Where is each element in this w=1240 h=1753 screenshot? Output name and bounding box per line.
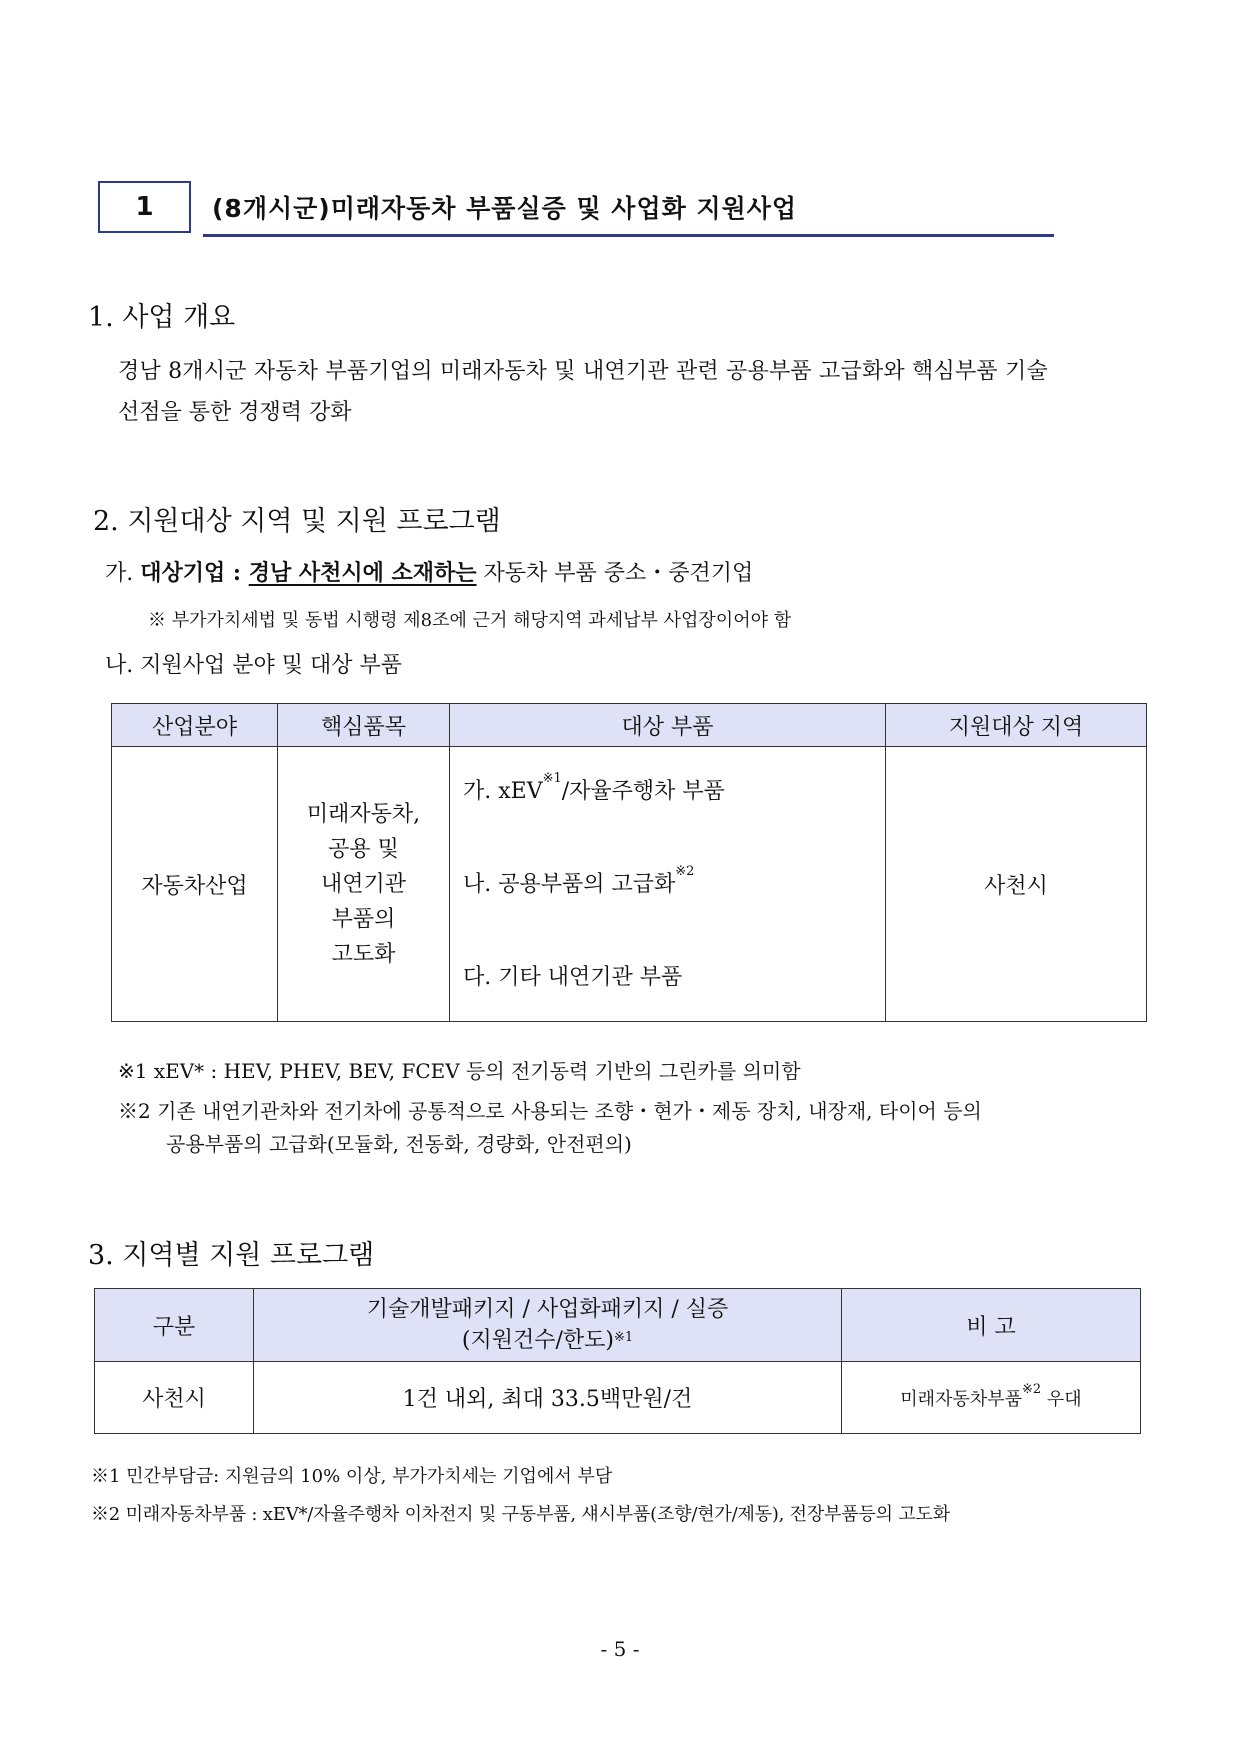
table2-footnote2: ※2 미래자동차부품 : xEV*/자율주행차 이차전지 및 구동부품, 섀시부품(조향/현가/제동), 전장부품등의 고도화 — [91, 1504, 950, 1525]
header-remarks: 비 고 — [842, 1289, 1141, 1362]
section3-heading: 3. 지역별 지원 프로그램 — [88, 1240, 375, 1271]
support-field-table — [111, 703, 1147, 1022]
section2-note: ※ 부가가치세법 및 동법 시행령 제8조에 근거 해당지역 과세납부 사업장이어야 함 — [148, 610, 792, 631]
section2-item-a — [105, 556, 753, 587]
section2-heading: 2. 지원대상 지역 및 지원 프로그램 — [93, 506, 501, 537]
section2-item-b: 나. 지원사업 분야 및 대상 부품 — [105, 653, 402, 678]
table-header-row — [112, 704, 1147, 747]
page-title: (8개시군)미래자동차 부품실증 및 사업화 지원사업 — [212, 194, 798, 223]
header-program: 기술개발패키지 / 사업화패키지 / 실증 (지원건수/한도)$^{※1}$ — [254, 1289, 842, 1362]
table-row — [95, 1362, 1141, 1434]
item-a-rest: 자동차 부품 중소・중견기업 — [476, 561, 754, 586]
core-item-line: 미래자동차, — [306, 801, 421, 827]
core-items-cell — [278, 747, 450, 1022]
industry-cell: 자동차산업 — [112, 747, 278, 1022]
header-target-parts: 대상 부품 — [450, 704, 886, 747]
section-number: 1 — [135, 192, 154, 222]
part-item: 다. 기타 내연기관 부품 — [463, 965, 683, 990]
core-item-line: 내연기관 — [320, 871, 406, 897]
row-region: 사천시 — [95, 1362, 254, 1434]
section1-line2: 선점을 통한 경쟁력 강화 — [118, 400, 352, 425]
header-core-items: 핵심품목 — [278, 704, 450, 747]
row-note: 미래자동차부품$^{※2}$ 우대 — [842, 1362, 1141, 1434]
section1-line1: 경남 8개시군 자동차 부품기업의 미래자동차 및 내연기관 관련 공용부품 고급화와 핵심부품 기술 — [118, 359, 1048, 384]
item-a-prefix: 가. — [105, 561, 141, 586]
table1-footnote1: ※1 xEV* : HEV, PHEV, BEV, FCEV 등의 전기동력 기반의 그린카를 의미함 — [118, 1059, 801, 1083]
header-industry: 산업분야 — [112, 704, 278, 747]
table-header-row — [95, 1289, 1141, 1362]
section-number-box — [98, 181, 191, 233]
title-underline — [203, 234, 1054, 237]
page-number: - 5 - — [600, 1637, 640, 1661]
regional-program-table — [94, 1288, 1141, 1434]
table-row — [112, 747, 1147, 1022]
header-category: 구분 — [95, 1289, 254, 1362]
table2-footnote1: ※1 민간부담금: 지원금의 10% 이상, 부가가치세는 기업에서 부담 — [91, 1466, 613, 1487]
part-item: 나. 공용부품의 고급화$^{※2}$ — [463, 864, 695, 897]
target-parts-cell — [450, 747, 886, 1022]
item-a-label: 대상기업 : — [140, 560, 249, 586]
row-value: 1건 내외, 최대 33.5백만원/건 — [254, 1362, 842, 1434]
section1-heading: 1. 사업 개요 — [88, 302, 236, 333]
header-region: 지원대상 지역 — [886, 704, 1147, 747]
core-item-line: 고도화 — [331, 941, 396, 967]
region-cell: 사천시 — [886, 747, 1147, 1022]
part-item: 가. xEV$^{※1}$/자율주행차 부품 — [463, 771, 725, 804]
core-item-line: 공용 및 — [328, 836, 399, 862]
table1-footnote2-line1: ※2 기존 내연기관차와 전기차에 공통적으로 사용되는 조향・현가・제동 장치, 내장재, 타이어 등의 — [118, 1099, 982, 1123]
item-a-underlined: 경남 사천시에 소재하는 — [248, 560, 477, 586]
table1-footnote2-line2: 공용부품의 고급화(모듈화, 전동화, 경량화, 안전편의) — [166, 1132, 632, 1156]
core-item-line: 부품의 — [331, 906, 396, 932]
